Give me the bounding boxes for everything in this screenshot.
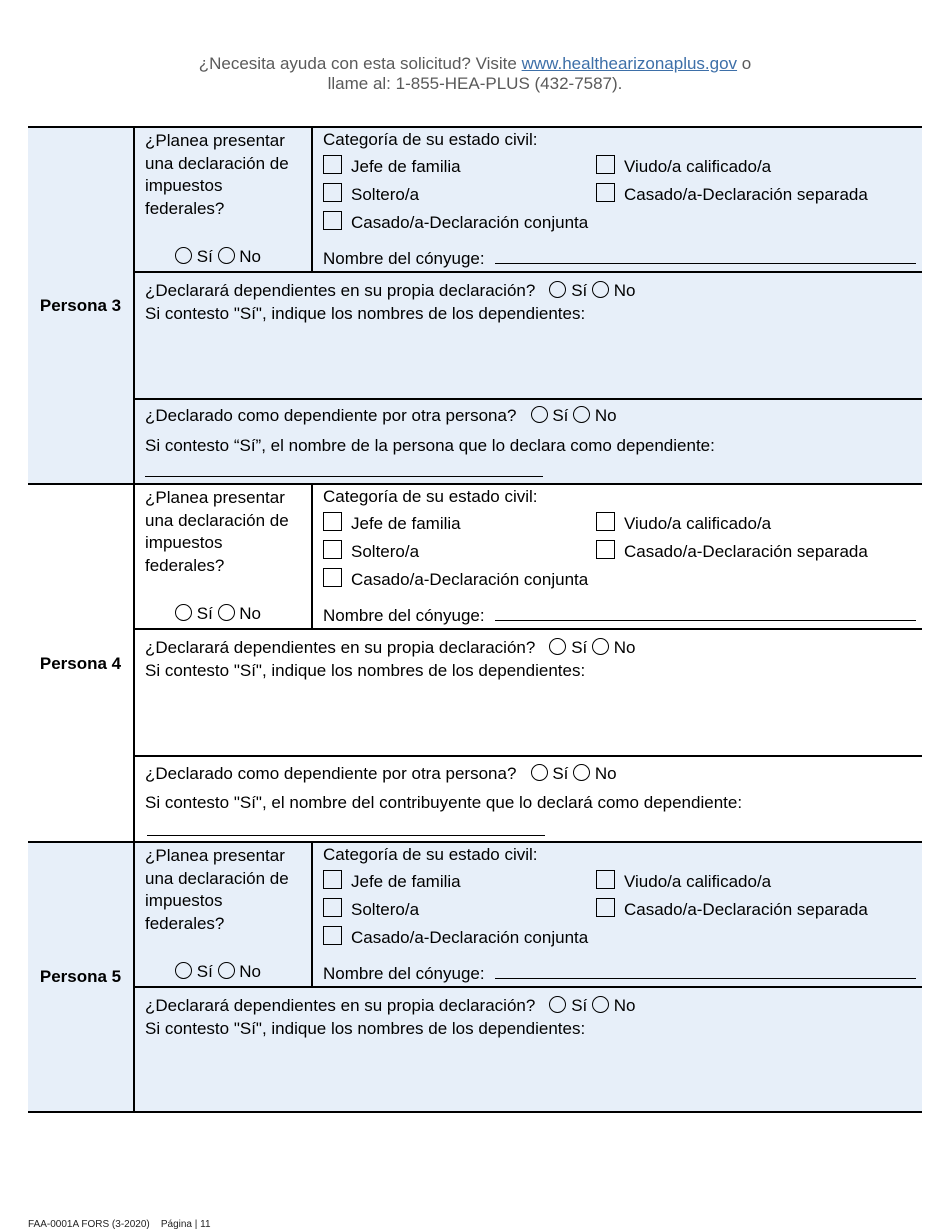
claimed-instruction: Si contesto "Sí", el nombre del contribuyente que lo declará como dependiente: — [145, 793, 743, 812]
page-footer — [28, 1219, 211, 1230]
person-3-label: Persona 3 — [28, 128, 135, 484]
option-married-separate[interactable] — [596, 898, 868, 920]
tax-filing-question — [135, 843, 313, 986]
checkbox[interactable] — [323, 211, 342, 230]
option-widow[interactable] — [596, 870, 771, 892]
tax-filing-question — [135, 128, 313, 271]
option-label: Soltero/a — [351, 900, 420, 919]
checkbox[interactable] — [596, 155, 615, 174]
person-4-section — [28, 483, 922, 842]
website-link[interactable]: www.healthearizonaplus.gov — [521, 54, 738, 73]
no-label: No — [239, 247, 261, 266]
no-label: No — [239, 604, 261, 623]
spouse-name-line[interactable] — [495, 263, 916, 264]
dependents-yes-radio[interactable] — [549, 996, 566, 1013]
person-3-claimed-row — [135, 398, 922, 486]
filing-status-title: Categoría de su estado civil: — [323, 487, 538, 506]
option-married-separate[interactable] — [596, 540, 868, 562]
yes-label: Sí — [571, 638, 588, 657]
option-label: Casado/a-Declaración separada — [624, 900, 868, 919]
tax-filing-yes-no — [175, 603, 261, 626]
option-label: Casado/a-Declaración conjunta — [351, 570, 589, 589]
person-5-tax-row — [135, 843, 922, 986]
filing-status-title: Categoría de su estado civil: — [323, 130, 538, 149]
person-3-section — [28, 126, 922, 484]
claimed-question — [145, 764, 617, 784]
option-single[interactable] — [323, 183, 419, 205]
tax-filing-no-radio[interactable] — [218, 247, 235, 264]
dependents-question-text: ¿Declarará dependientes en su propia declaración? — [145, 638, 536, 657]
form-id: FAA-0001A FORS (3-2020) — [28, 1219, 150, 1230]
option-single[interactable] — [323, 898, 419, 920]
checkbox[interactable] — [596, 870, 615, 889]
option-married-joint[interactable] — [323, 568, 588, 590]
tax-filing-yes-no — [175, 961, 261, 984]
dependents-question-text: ¿Declarará dependientes en su propia declaración? — [145, 281, 536, 300]
option-label: Casado/a-Declaración conjunta — [351, 213, 589, 232]
checkbox[interactable] — [323, 183, 342, 202]
option-head-of-household[interactable] — [323, 512, 461, 534]
yes-label: Sí — [571, 281, 588, 300]
claimed-yes-radio[interactable] — [531, 406, 548, 423]
spouse-name-label: Nombre del cónyuge: — [323, 964, 485, 983]
tax-filing-question-text: ¿Planea presentar una declaración de impuestos federales? — [145, 131, 289, 218]
option-married-joint[interactable] — [323, 211, 588, 233]
option-married-joint[interactable] — [323, 926, 588, 948]
claimed-question-text: ¿Declarado como dependiente por otra persona? — [145, 406, 517, 425]
yes-label: Sí — [196, 962, 213, 981]
tax-filing-question — [135, 485, 313, 628]
spouse-name-label: Nombre del cónyuge: — [323, 249, 485, 268]
tax-filing-no-radio[interactable] — [218, 604, 235, 621]
yes-label: Sí — [196, 604, 213, 623]
dependents-question-text: ¿Declarará dependientes en su propia declaración? — [145, 996, 536, 1015]
option-label: Jefe de familia — [351, 514, 461, 533]
claimant-name-line[interactable] — [145, 476, 543, 477]
filing-status — [313, 843, 922, 986]
no-label: No — [594, 406, 617, 425]
help-line-1 — [0, 54, 950, 74]
no-label: No — [613, 638, 636, 657]
dependents-no-radio[interactable] — [592, 638, 609, 655]
dependents-question — [145, 638, 635, 658]
option-widow[interactable] — [596, 155, 771, 177]
checkbox[interactable] — [596, 183, 615, 202]
dependents-no-radio[interactable] — [592, 996, 609, 1013]
dependents-instruction: Si contesto "Sí", indique los nombres de los dependientes: — [145, 661, 586, 680]
help-text: ¿Necesita ayuda con esta solicitud? Visite — [198, 54, 517, 73]
checkbox[interactable] — [596, 898, 615, 917]
filing-status — [313, 128, 922, 271]
tax-filing-yes-radio[interactable] — [175, 247, 192, 264]
person-4-tax-row — [135, 485, 922, 628]
help-text-suffix: o — [741, 54, 752, 73]
claimed-yes-radio[interactable] — [531, 764, 548, 781]
person-5-dependents-row — [135, 986, 922, 1113]
tax-filing-yes-radio[interactable] — [175, 962, 192, 979]
dependents-question — [145, 996, 635, 1016]
yes-label: Sí — [552, 764, 569, 783]
no-label: No — [239, 962, 261, 981]
claimed-no-radio[interactable] — [573, 406, 590, 423]
dependents-no-radio[interactable] — [592, 281, 609, 298]
no-label: No — [594, 764, 617, 783]
option-head-of-household[interactable] — [323, 870, 461, 892]
yes-label: Sí — [552, 406, 569, 425]
dependents-yes-radio[interactable] — [549, 638, 566, 655]
claimed-question — [145, 406, 617, 426]
filing-status-title: Categoría de su estado civil: — [323, 845, 538, 864]
tax-filing-no-radio[interactable] — [218, 962, 235, 979]
spouse-name-line[interactable] — [495, 978, 916, 979]
checkbox[interactable] — [323, 870, 342, 889]
checkbox[interactable] — [596, 512, 615, 531]
option-label: Jefe de familia — [351, 872, 461, 891]
option-head-of-household[interactable] — [323, 155, 461, 177]
option-label: Viudo/a calificado/a — [624, 514, 772, 533]
option-label: Soltero/a — [351, 185, 420, 204]
dependents-instruction: Si contesto "Sí", indique los nombres de los dependientes: — [145, 1019, 586, 1038]
claimant-name-line[interactable] — [147, 835, 545, 836]
option-label: Soltero/a — [351, 542, 420, 561]
spouse-name-label: Nombre del cónyuge: — [323, 606, 485, 625]
person-4-claimed-row — [135, 755, 922, 844]
claimed-question-text: ¿Declarado como dependiente por otra persona? — [145, 764, 517, 783]
yes-label: Sí — [196, 247, 213, 266]
checkbox[interactable] — [323, 568, 342, 587]
option-label: Viudo/a calificado/a — [624, 872, 772, 891]
person-5-label: Persona 5 — [28, 843, 135, 1111]
option-widow[interactable] — [596, 512, 771, 534]
tax-filing-yes-radio[interactable] — [175, 604, 192, 621]
filing-status — [313, 485, 922, 628]
spouse-name-field[interactable] — [323, 606, 916, 626]
checkbox[interactable] — [323, 155, 342, 174]
person-3-tax-row — [135, 128, 922, 271]
option-label: Casado/a-Declaración separada — [624, 542, 868, 561]
yes-label: Sí — [571, 996, 588, 1015]
option-label: Jefe de familia — [351, 157, 461, 176]
no-label: No — [613, 996, 636, 1015]
checkbox[interactable] — [323, 898, 342, 917]
dependents-instruction: Si contesto "Sí", indique los nombres de los dependientes: — [145, 304, 586, 323]
checkbox[interactable] — [323, 512, 342, 531]
option-label: Viudo/a calificado/a — [624, 157, 772, 176]
dependents-question — [145, 281, 635, 301]
spouse-name-field[interactable] — [323, 964, 916, 984]
checkbox[interactable] — [323, 540, 342, 559]
checkbox[interactable] — [323, 926, 342, 945]
tax-filing-question-text: ¿Planea presentar una declaración de impuestos federales? — [145, 846, 289, 933]
person-4-dependents-row — [135, 628, 922, 755]
help-header — [0, 54, 950, 94]
person-5-section — [28, 841, 922, 1113]
option-label: Casado/a-Declaración separada — [624, 185, 868, 204]
checkbox[interactable] — [596, 540, 615, 559]
spouse-name-line[interactable] — [495, 620, 916, 621]
claimed-instruction: Si contesto “Sí”, el nombre de la persona que lo declara como dependiente: — [145, 436, 715, 455]
claimed-no-radio[interactable] — [573, 764, 590, 781]
tax-filing-yes-no — [175, 246, 261, 269]
option-single[interactable] — [323, 540, 419, 562]
person-4-label: Persona 4 — [28, 485, 135, 842]
help-line-2: llame al: 1-855-HEA-PLUS (432-7587). — [327, 74, 623, 93]
page-number: Página | 11 — [160, 1219, 211, 1230]
person-3-dependents-row — [135, 271, 922, 398]
option-married-separate[interactable] — [596, 183, 868, 205]
spouse-name-field[interactable] — [323, 249, 916, 269]
no-label: No — [613, 281, 636, 300]
option-label: Casado/a-Declaración conjunta — [351, 928, 589, 947]
dependents-yes-radio[interactable] — [549, 281, 566, 298]
tax-filing-question-text: ¿Planea presentar una declaración de impuestos federales? — [145, 488, 289, 575]
